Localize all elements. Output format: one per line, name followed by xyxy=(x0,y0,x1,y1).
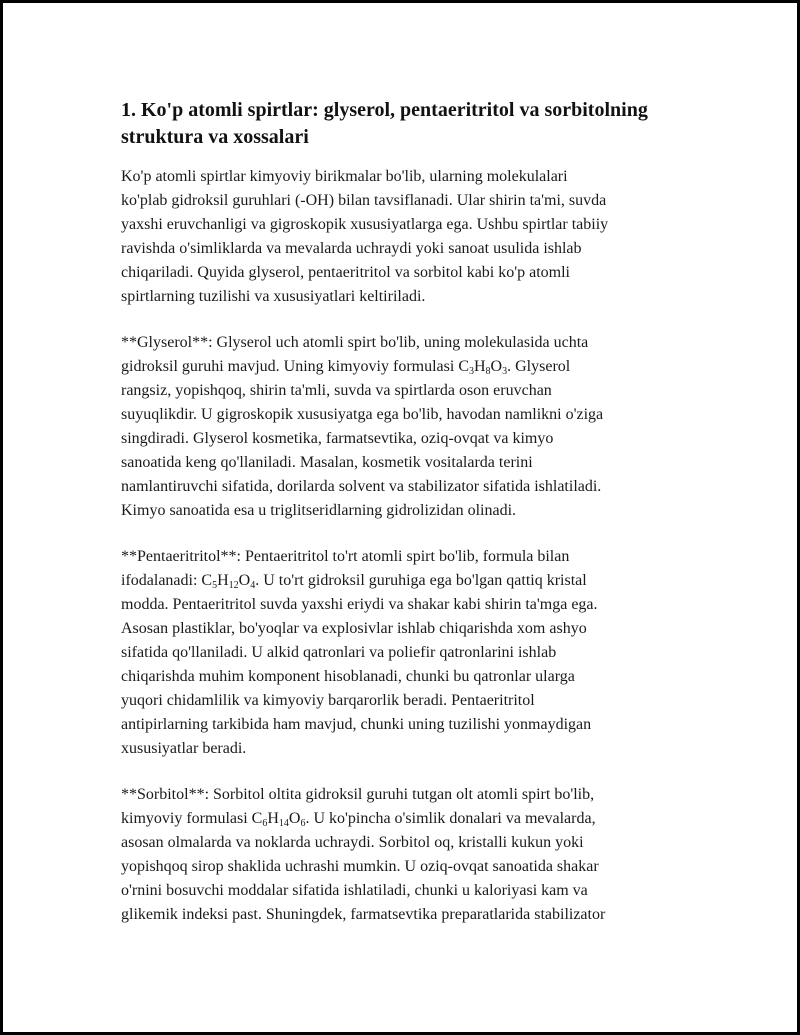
intro-paragraph: Ko'p atomli spirtlar kimyoviy birikmalar bo'lib, ularning molekulalari ko'plab gidroksil guruhlari (-OH) bilan tavsiflanadi. Ular shirin ta'mi, suvda yaxshi eruvchanligi va gigroskopik xususiyatlarga ega. Ushbu spirtlar tabiiy ravishda o'simliklarda va mevalarda uchraydi yoki sanoat usulida ishlab chiqariladi. Quyida glyserol, pentaeritritol va sorbitol kabi ko'p atomli spirtlarning tuzilishi va xususiyatlari keltiriladi. xyxy=(121,168,609,305)
sorbitol-formula: $C_6H_{14}O_6$ xyxy=(251,810,306,829)
glycerol-paragraph xyxy=(121,331,687,523)
pentaerythritol-text-after: . U to'rt gidroksil guruhiga ega bo'lgan qattiq kristal modda. Pentaeritritol suvda yaxshi eriydi va shakar kabi shirin ta'mga ega. Asosan plastiklar, bo'yoqlar va explosivlar ishlab chiqarishda xom ashyo sifatida qo'llaniladi. U alkid qatronlari va poliefir qatronlarini ishlab chiqarishda muhim komponent hisoblanadi, chunki bu qatronlar ularga yuqori chidamlilik va kimyoviy barqarorlik beradi. Pentaeritritol antipirlarning tarkibida ham mavjud, chunki uning tuzilishi yonmaydigan xususiyatlar beradi. xyxy=(121,572,598,757)
page-content xyxy=(121,97,687,949)
pentaerythritol-formula: $C_5H_{12}O_4$ xyxy=(201,572,256,591)
pentaerythritol-text-before: **Pentaeritritol**: Pentaeritritol to'rt atomli spirt bo'lib, formula bilan ifodalanadi: xyxy=(121,548,570,589)
glycerol-formula: $C_3H_8O_3$ xyxy=(458,358,508,377)
glycerol-text-before: **Glyserol**: Glyserol uch atomli spirt bo'lib, uning molekulasida uchta gidroksil guruhi mavjud. Uning kimyoviy formulasi xyxy=(121,334,589,375)
pentaerythritol-paragraph xyxy=(121,545,687,761)
glycerol-text-after: . Glyserol rangsiz, yopishqoq, shirin ta'mli, suvda va spirtlarda oson eruvchan suyuqlikdir. U gigroskopik xususiyatga ega bo'lib, havodan namlikni o'ziga singdiradi. Glyserol kosmetika, farmatsevtika, oziq-ovqat va kimyo sanoatida keng qo'llaniladi. Masalan, kosmetik vositalarda terini namlantiruvchi sifatida, dorilarda solvent va stabilizator sifatida ishlatiladi. Kimyo sanoatida esa u triglitseridlarning gidrolizidan olinadi. xyxy=(121,358,604,519)
sorbitol-text-before: **Sorbitol**: Sorbitol oltita gidroksil guruhi tutgan olt atomli spirt bo'lib, kimyoviy formulasi xyxy=(121,786,595,827)
sorbitol-paragraph xyxy=(121,783,687,927)
sorbitol-text-after: . U ko'pincha o'simlik donalari va mevalarda, asosan olmalarda va noklarda uchraydi. Sorbitol oq, kristalli kukun yoki yopishqoq sirop shaklida uchrashi mumkin. U oziq-ovqat sanoatida shakar o'rnini bosuvchi moddalar sifatida ishlatiladi, chunki u kaloriyasi kam va glikemik indeksi past. Shuningdek, farmatsevtika preparatlarida stabilizator xyxy=(121,810,606,923)
document-title: 1. Ko'p atomli spirtlar: glyserol, pentaeritritol va sorbitolning struktura va xossalari xyxy=(121,99,648,148)
